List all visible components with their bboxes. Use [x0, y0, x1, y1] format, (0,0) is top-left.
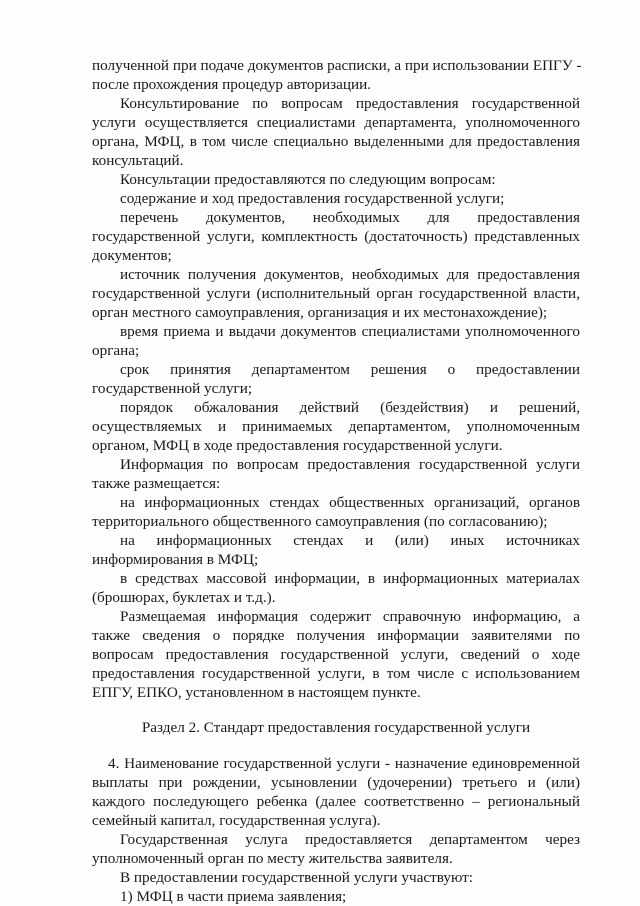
text-line: на информационных стендах общественных организаций, органов	[120, 494, 580, 511]
text-line: полученной при подаче документов расписки, а при использовании ЕПГУ -	[92, 57, 582, 74]
text-line: вопросам предоставления государственной услуги, сведений о ходе	[92, 646, 580, 663]
text-line: 4. Наименование государственной услуги - назначение единовременной	[108, 755, 580, 772]
text-line: выплаты при рождении, усыновлении (удочерении) третьего и (или)	[92, 774, 580, 791]
text-line: государственной услуги;	[92, 380, 253, 397]
text-line: порядок обжалования действий (бездействия) и решений,	[120, 399, 580, 416]
text-line: В предоставлении государственной услуги участвуют:	[120, 869, 473, 886]
text-line: Государственная услуга предоставляется департаментом через	[120, 831, 580, 848]
text-line: также сведения о порядке получения информации заявителями по	[92, 627, 580, 644]
text-line: в средствах массовой информации, в информационных материалах	[120, 570, 580, 587]
text-line: Размещаемая информация содержит справочную информацию, а	[120, 608, 580, 625]
text-line: консультаций.	[92, 152, 184, 169]
text-line: срок принятия департаментом решения о предоставлении	[120, 361, 580, 378]
text-line: государственной услуги, комплектность (достаточность) представленных	[92, 228, 580, 245]
text-line: информирования в МФЦ;	[92, 551, 259, 568]
text-line: также размещается:	[92, 475, 221, 492]
text-line: время приема и выдачи документов специалистами уполномоченного	[120, 323, 580, 340]
section-heading: Раздел 2. Стандарт предоставления государственной услуги	[141, 719, 531, 736]
text-line: органа;	[92, 342, 140, 359]
text-line: орган местного самоуправления, организация и их местонахождение);	[92, 304, 548, 321]
text-line: Консультации предоставляются по следующим вопросам:	[120, 171, 496, 188]
text-line: документов;	[92, 247, 172, 264]
text-line: уполномоченный орган по месту жительства заявителя.	[92, 850, 453, 867]
text-line: семейный капитал, государственная услуга).	[92, 812, 381, 829]
text-line: содержание и ход предоставления государственной услуги;	[120, 190, 505, 207]
text-line: Консультирование по вопросам предоставления государственной	[120, 95, 580, 112]
text-line: перечень документов, необходимых для предоставления	[120, 209, 580, 226]
text-line: после прохождения процедур авторизации.	[92, 76, 372, 93]
text-line: государственной услуги (исполнительный орган государственной власти,	[92, 285, 580, 302]
text-line: ЕПГУ, ЕПКО, установленном в настоящем пункте.	[92, 684, 421, 701]
text-line: органом, МФЦ в ходе предоставления государственной услуги.	[92, 437, 503, 454]
text-line: услуги осуществляется специалистами департамента, уполномоченного	[92, 114, 580, 131]
text-line: (брошюрах, буклетах и т.д.).	[92, 589, 276, 606]
text-line: Информация по вопросам предоставления государственной услуги	[120, 456, 580, 473]
text-line: предоставления государственной услуги, в том числе с использованием	[92, 665, 580, 682]
text-line: на информационных стендах и (или) иных источниках	[120, 532, 580, 549]
text-line: 1) МФЦ в части приема заявления;	[120, 888, 347, 905]
text-line: каждого последующего ребенка (далее соответственно – региональный	[92, 793, 580, 810]
text-line: источник получения документов, необходимых для предоставления	[120, 266, 580, 283]
text-line: органа, МФЦ, в том числе специально выделенными для предоставления	[92, 133, 580, 150]
text-line: осуществляемых и принимаемых департаментом, уполномоченным	[92, 418, 580, 435]
text-line: территориального общественного самоуправления (по согласованию);	[92, 513, 548, 530]
